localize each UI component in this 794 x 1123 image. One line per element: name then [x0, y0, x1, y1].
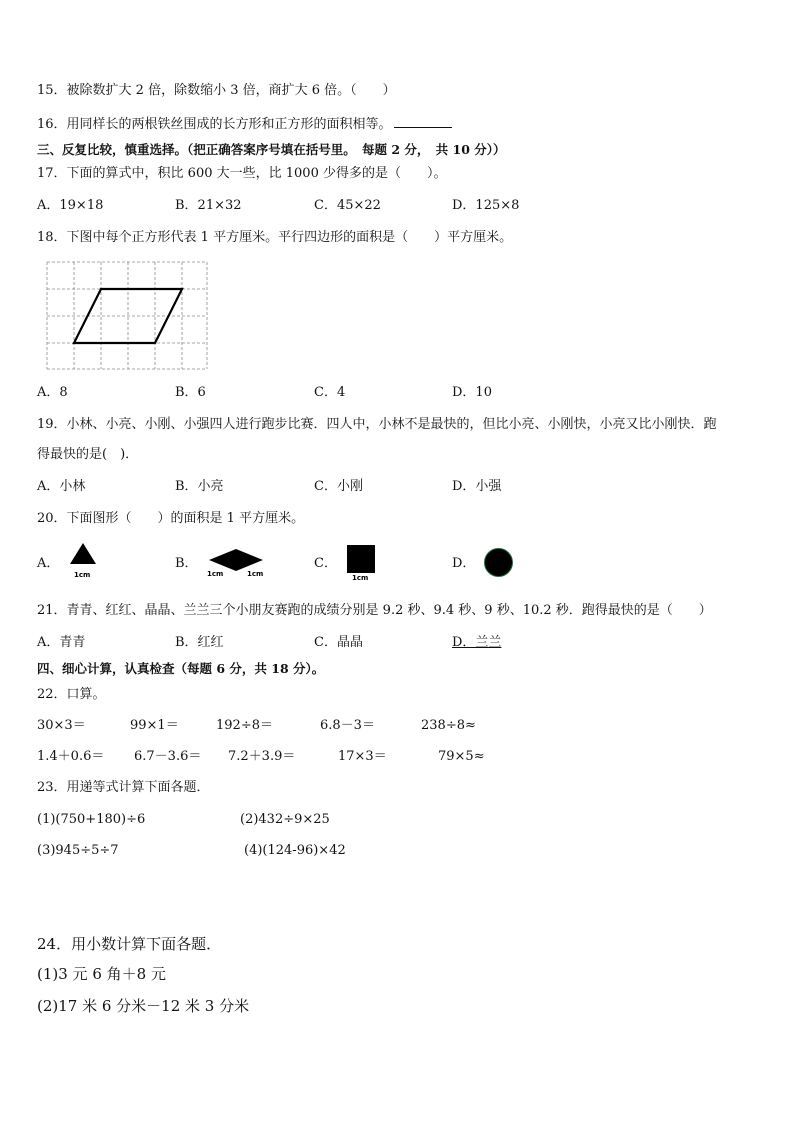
- q17-option-b: B．21×32: [175, 198, 242, 213]
- question-16-text: 16．用同样长的两根铁丝围成的长方形和正方形的面积相等。: [37, 117, 392, 132]
- q21-option-c: C．晶晶: [314, 635, 363, 650]
- q23-item-1: (1)(750+180)÷6: [37, 812, 146, 827]
- q23-item-3: (3)945÷5÷7: [37, 843, 119, 858]
- q21-option-d: D．兰兰: [452, 635, 502, 650]
- q24-item-1: (1)3 元 6 角＋8 元: [37, 965, 166, 983]
- oral-calc-item: 1.4＋0.6＝: [37, 749, 105, 764]
- question-17: 17．下面的算式中，积比 600 大一些，比 1000 少得多的是（ ）。: [37, 166, 447, 181]
- question-23: 23．用递等式计算下面各题．: [37, 780, 210, 795]
- q23-item-4: (4)(124-96)×42: [244, 843, 346, 858]
- q17-option-d: D．125×8: [452, 198, 520, 213]
- triangle-label: 1cm: [74, 571, 91, 579]
- q23-item-2: (2)432÷9×25: [240, 812, 330, 827]
- q19-option-d: D．小强: [452, 479, 502, 494]
- q18-option-a: A．8: [37, 385, 68, 400]
- question-22: 22．口算。: [37, 687, 106, 702]
- q19-option-c: C．小刚: [314, 479, 363, 494]
- q20-option-a: A．: [37, 556, 60, 571]
- question-19-line-1: 19．小林、小亮、小刚、小强四人进行跑步比赛．四人中，小林不是最快的，但比小亮、小刚快，小亮又比小刚快．跑: [37, 417, 717, 432]
- q17-option-c: C．45×22: [314, 198, 381, 213]
- q19-option-b: B．小亮: [175, 479, 224, 494]
- question-16: [37, 115, 452, 134]
- oral-calc-item: 99×1＝: [130, 718, 179, 733]
- rhombus-label-left: 1cm: [207, 570, 224, 578]
- oral-calc-item: 7.2＋3.9＝: [228, 749, 296, 764]
- question-18: 18．下图中每个正方形代表 1 平方厘米。平行四边形的面积是（ ）平方厘米。: [37, 230, 513, 245]
- question-21: 21．青青、红红、晶晶、兰兰三个小朋友赛跑的成绩分别是 9.2 秒、9.4 秒、9 秒、10.2 秒．跑得最快的是（ ）: [37, 603, 712, 618]
- rhombus-label-right: 1cm: [247, 570, 264, 578]
- oral-calc-item: 6.8－3＝: [320, 718, 375, 733]
- section-4-heading: 四、细心计算，认真检查（每题 6 分，共 18 分）。: [37, 661, 325, 676]
- q18-option-b: B．6: [175, 385, 206, 400]
- q18-option-d: D．10: [452, 385, 492, 400]
- q20-option-d: D．: [452, 556, 476, 571]
- rhombus-shape: [208, 549, 264, 571]
- question-20: 20．下面图形（ ）的面积是 1 平方厘米。: [37, 511, 305, 526]
- q18-option-c: C．4: [314, 385, 346, 400]
- q24-item-2: (2)17 米 6 分米－12 米 3 分米: [37, 997, 250, 1015]
- question-24: 24．用小数计算下面各题．: [37, 935, 222, 953]
- oral-calc-item: 6.7－3.6＝: [134, 749, 202, 764]
- question-19-line-2: 得最快的是( )．: [37, 447, 139, 462]
- oral-calc-item: 192÷8＝: [216, 718, 273, 733]
- oral-calc-item: 30×3＝: [37, 718, 86, 733]
- square-label: 1cm: [352, 574, 369, 582]
- q21-option-a: A．青青: [37, 635, 86, 650]
- grid-parallelogram-figure: [44, 258, 210, 373]
- q19-option-a: A．小林: [37, 479, 86, 494]
- section-3-heading: 三、反复比较，慎重选择。（把正确答案序号填在括号里。 每题 2 分， 共 10 分））: [37, 142, 506, 157]
- square-shape: [347, 545, 375, 573]
- q17-option-a: A．19×18: [37, 198, 104, 213]
- triangle-shape: [68, 542, 98, 572]
- q20-option-b: B．: [175, 556, 198, 571]
- q20-option-c: C．: [314, 556, 337, 571]
- oral-calc-item: 79×5≈: [438, 749, 485, 764]
- oral-calc-item: 238÷8≈: [421, 718, 476, 733]
- question-15: 15．被除数扩大 2 倍，除数缩小 3 倍，商扩大 6 倍。（ ）: [37, 83, 396, 98]
- oral-calc-item: 17×3＝: [338, 749, 387, 764]
- circle-shape: [484, 548, 513, 577]
- q21-option-b: B．红红: [175, 635, 224, 650]
- answer-blank[interactable]: [394, 115, 452, 128]
